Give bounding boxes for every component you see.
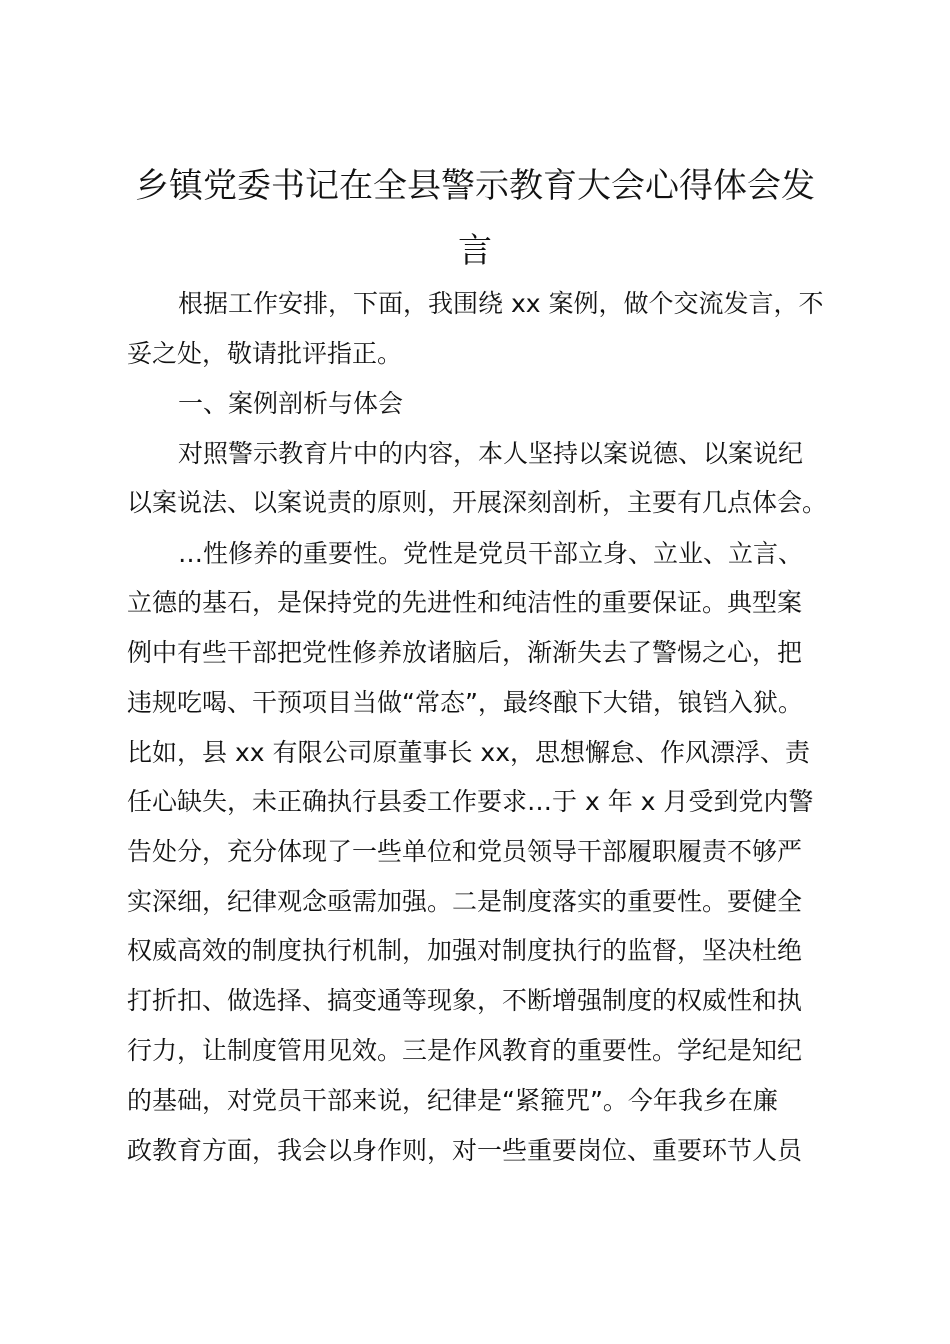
paragraph-line: 的基础，对党员干部来说，纪律是“紧箍咒”。今年我乡在廉: [127, 1086, 778, 1115]
paragraph-line: 违规吃喝、干预项目当做“常态”，最终酿下大错，锒铛入狱。: [127, 688, 803, 717]
paragraph-line: 行力，让制度管用见效。三是作风教育的重要性。学纪是知纪: [127, 1036, 803, 1065]
paragraph-line: 根据工作安排，下面，我围绕 xx 案例，做个交流发言，不: [178, 289, 824, 318]
paragraph-line: 任心缺失，未正确执行县委工作要求…于 x 年 x 月受到党内警: [127, 787, 814, 816]
section-heading: 一、案例剖析与体会: [178, 389, 404, 418]
paragraph-line: 以案说法、以案说责的原则，开展深刻剖析，主要有几点体会。: [127, 488, 828, 517]
paragraph-line: 对照警示教育片中的内容，本人坚持以案说德、以案说纪: [178, 439, 804, 468]
document-title-line-1: 乡镇党委书记在全县警示教育大会心得体会发: [135, 166, 815, 206]
document-title-line-2: 言: [458, 231, 492, 271]
paragraph-line: 立德的基石，是保持党的先进性和纯洁性的重要保证。典型案: [127, 588, 803, 617]
paragraph-line: 打折扣、做选择、搞变通等现象，不断增强制度的权威性和执: [127, 986, 803, 1015]
paragraph-line: 妥之处，敬请批评指正。: [127, 339, 403, 368]
paragraph-line: 例中有些干部把党性修养放诸脑后，渐渐失去了警惕之心，把: [127, 638, 803, 667]
paragraph-line: 实深细，纪律观念亟需加强。二是制度落实的重要性。要健全: [127, 887, 803, 916]
paragraph-line: 政教育方面，我会以身作则，对一些重要岗位、重要环节人员: [127, 1136, 803, 1165]
paragraph-line: 权威高效的制度执行机制，加强对制度执行的监督，坚决杜绝: [127, 936, 803, 965]
paragraph-line: 告处分，充分体现了一些单位和党员领导干部履职履责不够严: [127, 837, 803, 866]
paragraph-line: 比如，县 xx 有限公司原董事长 xx，思想懈怠、作风漂浮、责: [127, 738, 811, 767]
paragraph-line: …性修养的重要性。党性是党员干部立身、立业、立言、: [178, 539, 804, 568]
